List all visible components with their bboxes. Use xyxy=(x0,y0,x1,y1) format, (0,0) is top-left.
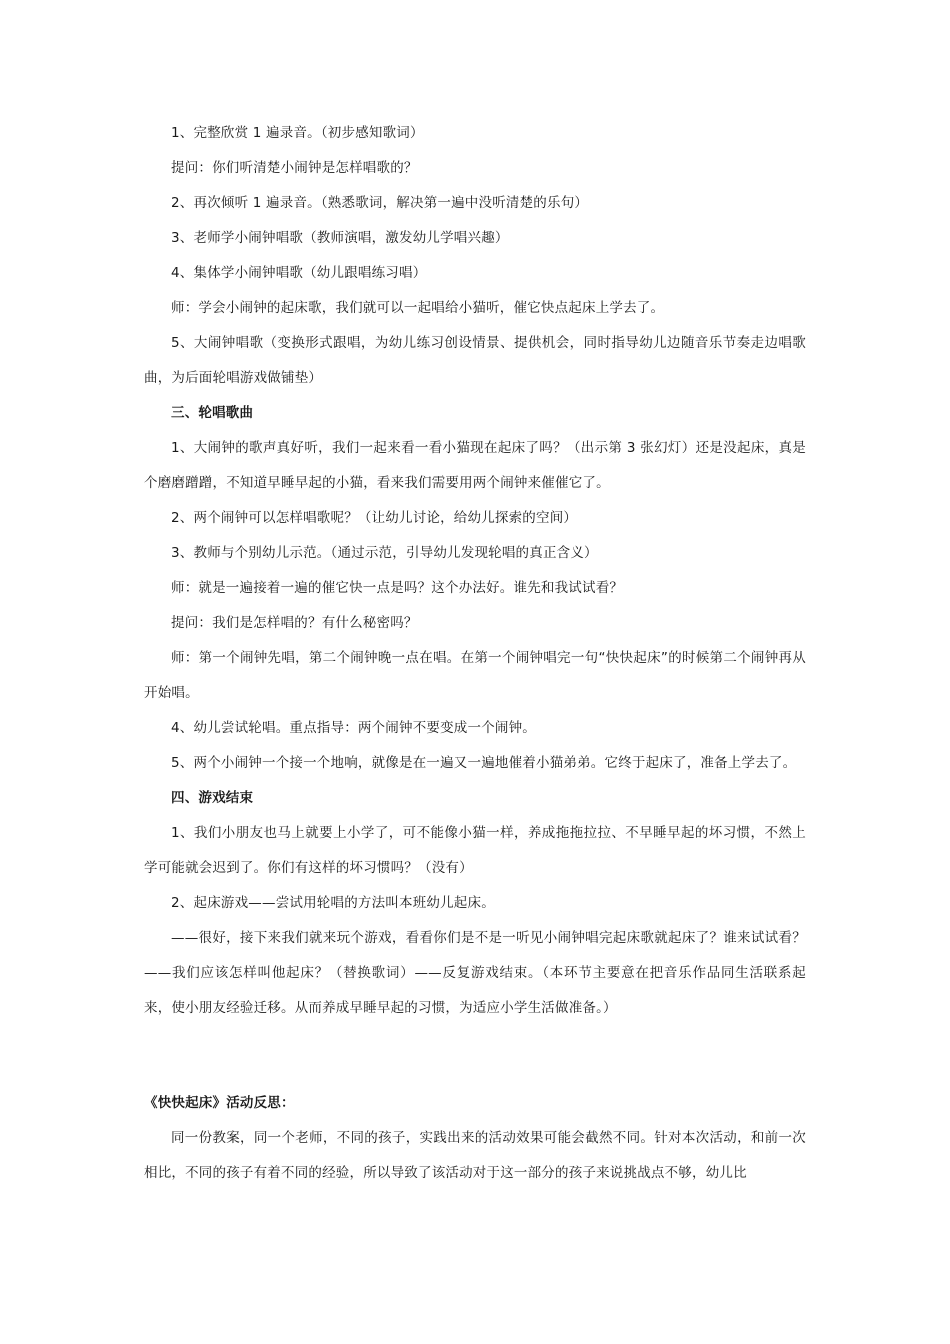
section-heading-round-singing: 三、轮唱歌曲 xyxy=(171,405,254,421)
teacher-remark-2: 师：就是一遍接着一遍的催它快一点是吗？这个办法好。谁先和我试试看？ xyxy=(171,580,624,596)
game-step-2: 2、起床游戏——尝试用轮唱的方法叫本班幼儿起床。 xyxy=(171,895,495,911)
question-how-clock-sings: 提问：你们听清楚小闹钟是怎样唱歌的？ xyxy=(171,160,418,176)
game-step-1: 1、我们小朋友也马上就要上小学了，可不能像小猫一样，养成拖拖拉拉、不早睡早起的坏习惯，不然上学可能就会迟到了。你们有这样的坏习惯吗？（没有） xyxy=(144,825,806,876)
step-3-teacher-sings: 3、老师学小闹钟唱歌（教师演唱，激发幼儿学唱兴趣） xyxy=(171,230,509,246)
document-body xyxy=(144,116,806,1191)
step-5-big-clock: 5、大闹钟唱歌（变换形式跟唱，为幼儿练习创设情景、提供机会，同时指导幼儿边随音乐节奏走边唱歌曲，为后面轮唱游戏做铺垫） xyxy=(144,335,806,386)
step-4-group-sings: 4、集体学小闹钟唱歌（幼儿跟唱练习唱） xyxy=(171,265,427,281)
round-step-5: 5、两个小闹钟一个接一个地响，就像是在一遍又一遍地催着小猫弟弟。它终于起床了，准备上学去了。 xyxy=(171,755,797,771)
game-dialogue: ——很好，接下来我们就来玩个游戏，看看你们是不是一听见小闹钟唱完起床歌就起床了？谁来试试看？——我们应该怎样叫他起床？（替换歌词）——反复游戏结束。（本环节主要意在把音乐作品同生活联系起来，使小朋友经验迁移。从而养成早睡早起的习惯，为适应小学生活做准备。） xyxy=(144,930,806,1016)
step-1-listen: 1、完整欣赏 1 遍录音。（初步感知歌词） xyxy=(171,125,424,141)
teacher-remark-3: 师：第一个闹钟先唱，第二个闹钟晚一点在唱。在第一个闹钟唱完一句“快快起床”的时候第二个闹钟再从开始唱。 xyxy=(144,650,806,701)
round-step-3: 3、教师与个别幼儿示范。（通过示范，引导幼儿发现轮唱的真正含义） xyxy=(171,545,598,561)
round-step-4: 4、幼儿尝试轮唱。重点指导：两个闹钟不要变成一个闹钟。 xyxy=(171,720,536,736)
round-step-2: 2、两个闹钟可以怎样唱歌呢？（让幼儿讨论，给幼儿探索的空间） xyxy=(171,510,578,526)
round-step-1: 1、大闹钟的歌声真好听，我们一起来看一看小猫现在起床了吗？（出示第 3 张幻灯）还是没起床，真是个磨磨蹭蹭，不知道早睡早起的小猫，看来我们需要用两个闹钟来催催它了。 xyxy=(144,440,806,491)
reflection-paragraph: 同一份教案，同一个老师，不同的孩子，实践出来的活动效果可能会截然不同。针对本次活动，和前一次相比，不同的孩子有着不同的经验，所以导致了该活动对于这一部分的孩子来说挑战点不够，幼儿比 xyxy=(144,1130,806,1181)
step-2-listen-again: 2、再次倾听 1 遍录音。（熟悉歌词，解决第一遍中没听清楚的乐句） xyxy=(171,195,589,211)
section-heading-game-end: 四、游戏结束 xyxy=(171,790,254,806)
teacher-remark-1: 师：学会小闹钟的起床歌，我们就可以一起唱给小猫听，催它快点起床上学去了。 xyxy=(171,300,665,316)
reflection-title: 《快快起床》活动反思： xyxy=(144,1095,295,1111)
question-secret: 提问：我们是怎样唱的？有什么秘密吗？ xyxy=(171,615,418,631)
